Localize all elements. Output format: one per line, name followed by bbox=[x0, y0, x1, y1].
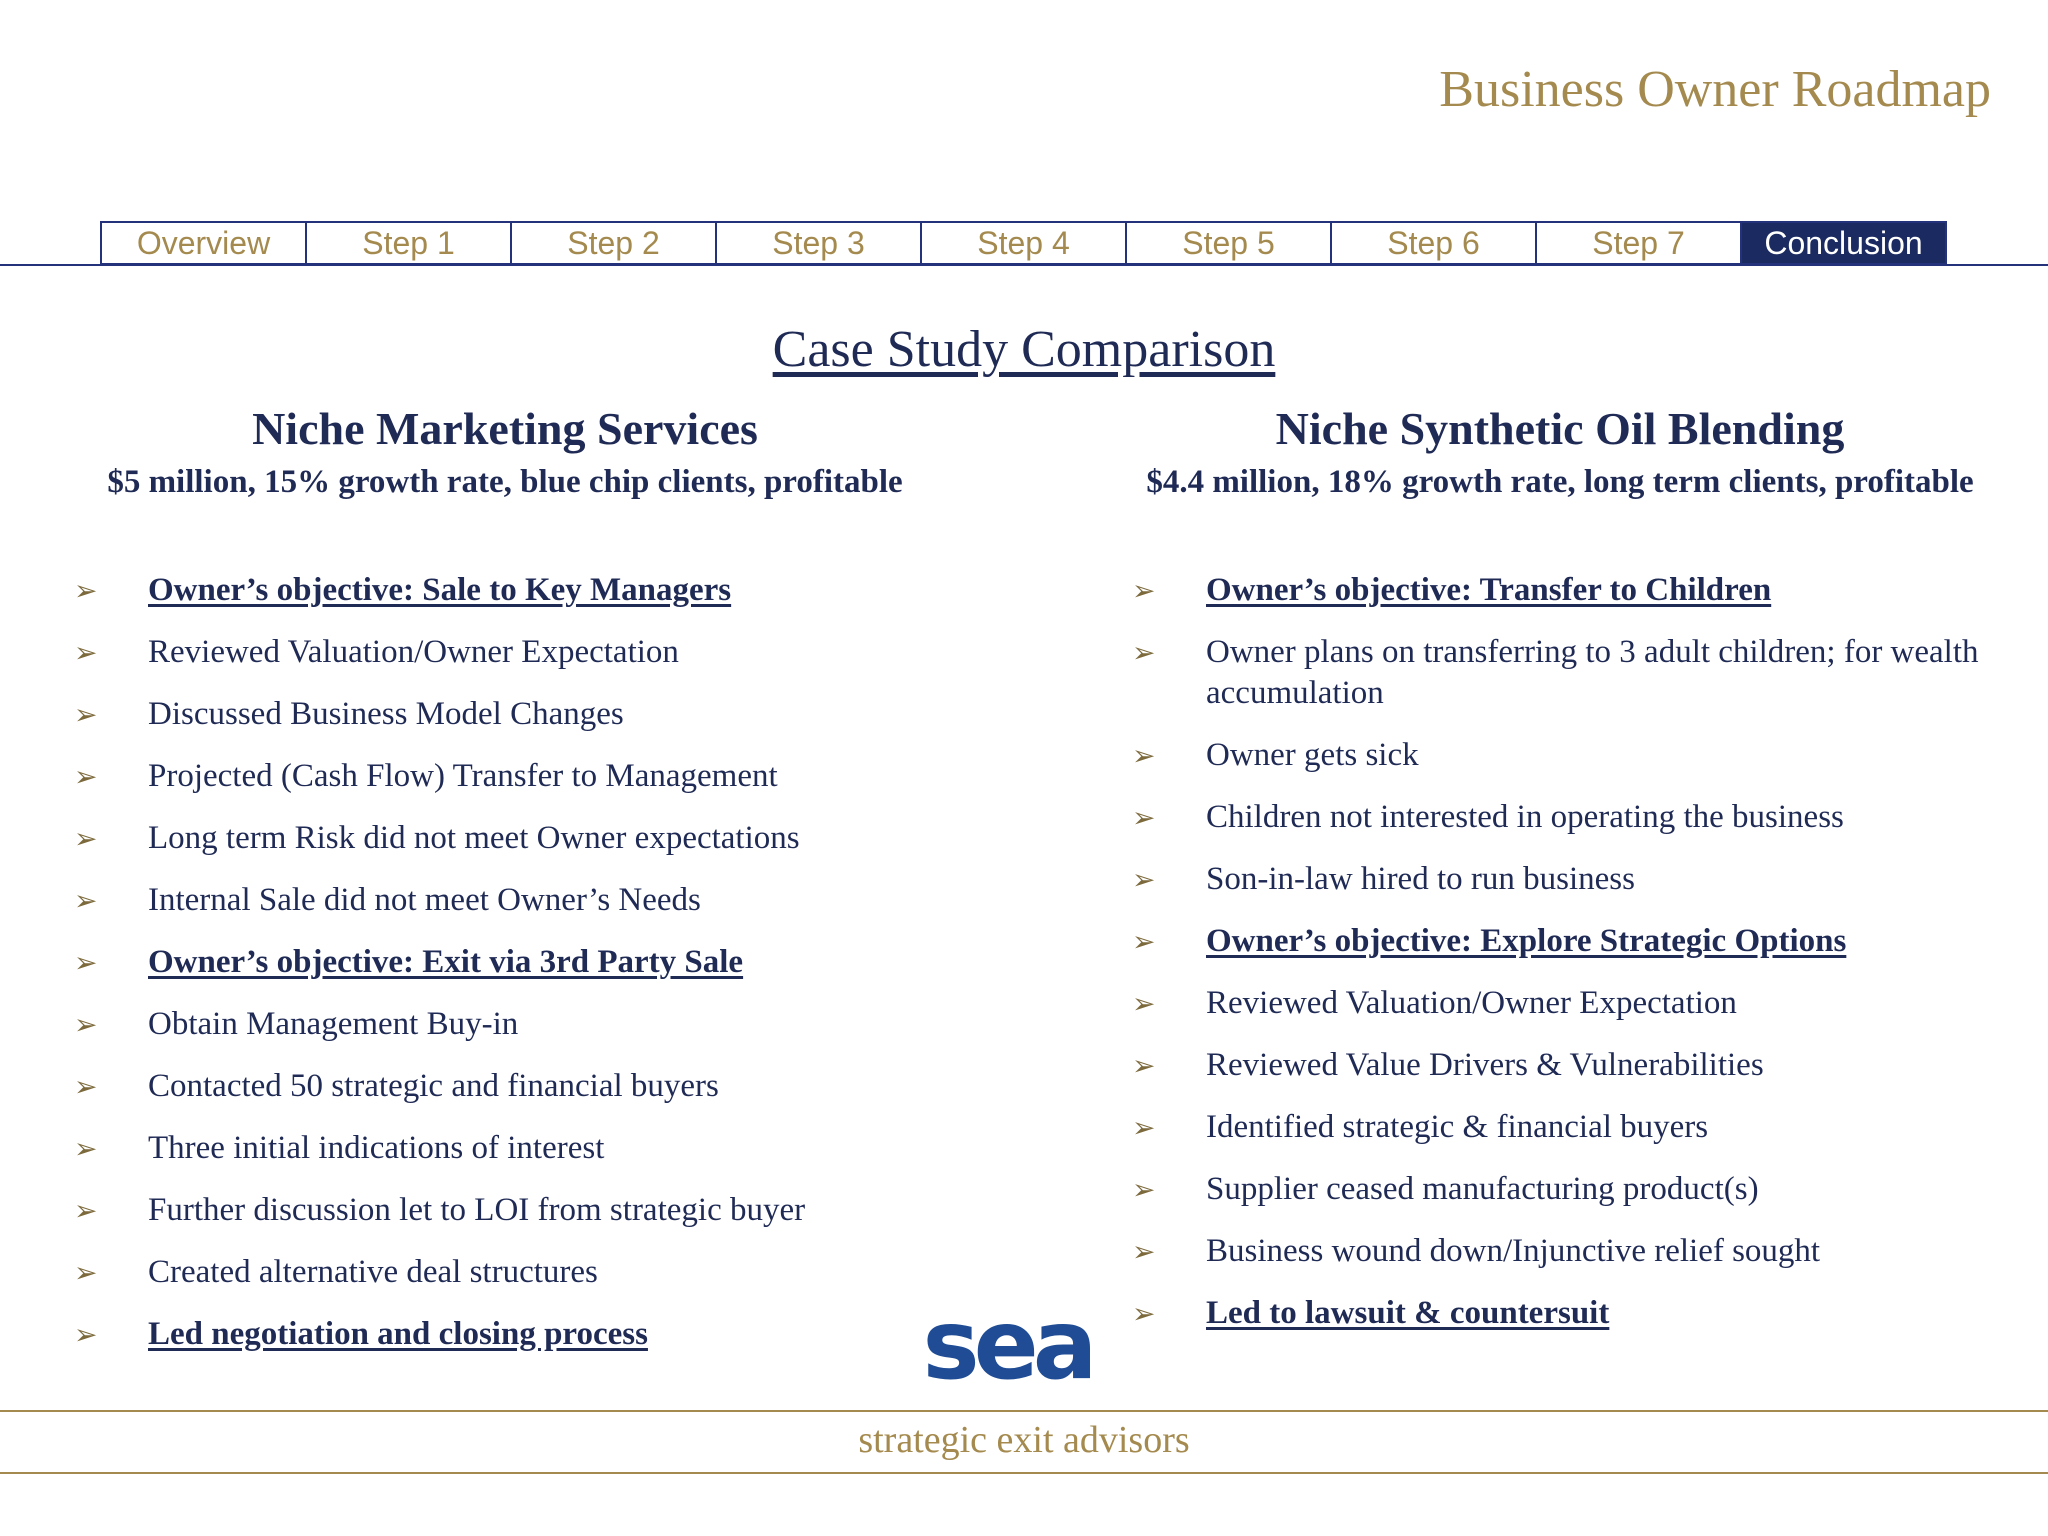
list-item bbox=[74, 1252, 1008, 1293]
arrow-bullet-icon: ➢ bbox=[74, 1008, 98, 1041]
list-item bbox=[1132, 1169, 2036, 1210]
list-item bbox=[74, 1128, 1008, 1169]
arrow-bullet-icon: ➢ bbox=[74, 636, 98, 669]
list-item bbox=[74, 1066, 1008, 1107]
list-item-text: Owner’s objective: Transfer to Children bbox=[1206, 572, 1772, 608]
list-item-text: Supplier ceased manufacturing product(s) bbox=[1206, 1171, 1759, 1207]
tab-step-2[interactable]: Step 2 bbox=[510, 221, 717, 265]
list-item-text: Obtain Management Buy-in bbox=[148, 1006, 519, 1042]
list-item-text: Led negotiation and closing process bbox=[148, 1316, 648, 1352]
arrow-bullet-icon: ➢ bbox=[74, 760, 98, 793]
tab-step-1[interactable]: Step 1 bbox=[305, 221, 512, 265]
footer-rule-top bbox=[0, 1410, 2048, 1412]
arrow-bullet-icon: ➢ bbox=[1132, 1235, 1156, 1268]
list-item-text: Owner’s objective: Exit via 3rd Party Sale bbox=[148, 944, 744, 980]
list-item-text: Led to lawsuit & countersuit bbox=[1206, 1295, 1610, 1331]
arrow-bullet-icon: ➢ bbox=[1132, 801, 1156, 834]
list-item bbox=[1132, 921, 2036, 962]
arrow-bullet-icon: ➢ bbox=[1132, 1111, 1156, 1144]
tab-step-3[interactable]: Step 3 bbox=[715, 221, 922, 265]
arrow-bullet-icon: ➢ bbox=[1132, 987, 1156, 1020]
list-item bbox=[1132, 983, 2036, 1024]
right-case-list bbox=[1132, 570, 2036, 1355]
list-item-text: Identified strategic & financial buyers bbox=[1206, 1109, 1709, 1145]
arrow-bullet-icon: ➢ bbox=[1132, 739, 1156, 772]
tab-step-6[interactable]: Step 6 bbox=[1330, 221, 1537, 265]
list-item-text: Reviewed Valuation/Owner Expectation bbox=[1206, 985, 1737, 1021]
list-item bbox=[1132, 1045, 2036, 1086]
arrow-bullet-icon: ➢ bbox=[74, 1256, 98, 1289]
arrow-bullet-icon: ➢ bbox=[1132, 863, 1156, 896]
list-item-text: Owner’s objective: Explore Strategic Options bbox=[1206, 923, 1847, 959]
list-item bbox=[1132, 1293, 2036, 1334]
list-item-text: Long term Risk did not meet Owner expectations bbox=[148, 820, 800, 856]
list-item-text: Owner plans on transferring to 3 adult children; for wealth accumulation bbox=[1206, 634, 1979, 711]
list-item bbox=[74, 942, 1008, 983]
arrow-bullet-icon: ➢ bbox=[1132, 1049, 1156, 1082]
list-item bbox=[1132, 632, 2036, 714]
list-item bbox=[74, 694, 1008, 735]
list-item-text: Business wound down/Injunctive relief sought bbox=[1206, 1233, 1821, 1269]
arrow-bullet-icon: ➢ bbox=[74, 698, 98, 731]
left-case-column bbox=[0, 400, 1010, 1352]
step-tabs bbox=[102, 221, 1947, 263]
right-case-column bbox=[1060, 400, 2040, 1331]
arrow-bullet-icon: ➢ bbox=[74, 884, 98, 917]
right-case-subtitle: $4.4 million, 18% growth rate, long term clients, profitable bbox=[1146, 464, 1974, 500]
list-item bbox=[74, 756, 1008, 797]
footer-rule-bottom bbox=[0, 1472, 2048, 1474]
list-item bbox=[74, 632, 1008, 673]
list-item-text: Son-in-law hired to run business bbox=[1206, 861, 1635, 897]
tab-step-4[interactable]: Step 4 bbox=[920, 221, 1127, 265]
list-item-text: Further discussion let to LOI from strategic buyer bbox=[148, 1192, 806, 1228]
list-item bbox=[74, 1314, 1008, 1355]
arrow-bullet-icon: ➢ bbox=[1132, 925, 1156, 958]
list-item bbox=[74, 1190, 1008, 1231]
arrow-bullet-icon: ➢ bbox=[1132, 636, 1156, 669]
arrow-bullet-icon: ➢ bbox=[1132, 1173, 1156, 1206]
footer-brand-text: strategic exit advisors bbox=[858, 1419, 1190, 1461]
list-item bbox=[74, 1004, 1008, 1045]
list-item-text: Owner gets sick bbox=[1206, 737, 1419, 773]
tab-step-7[interactable]: Step 7 bbox=[1535, 221, 1742, 265]
list-item bbox=[1132, 1231, 2036, 1272]
arrow-bullet-icon: ➢ bbox=[74, 822, 98, 855]
list-item bbox=[1132, 735, 2036, 776]
arrow-bullet-icon: ➢ bbox=[1132, 574, 1156, 607]
list-item-text: Created alternative deal structures bbox=[148, 1254, 598, 1290]
section-title: Case Study Comparison bbox=[772, 321, 1276, 378]
sea-logo-text: sea bbox=[922, 1300, 1092, 1400]
list-item bbox=[74, 818, 1008, 859]
list-item-text: Internal Sale did not meet Owner’s Needs bbox=[148, 882, 701, 918]
list-item-text: Three initial indications of interest bbox=[148, 1130, 605, 1166]
arrow-bullet-icon: ➢ bbox=[74, 1070, 98, 1103]
list-item-text: Children not interested in operating the business bbox=[1206, 799, 1844, 835]
list-item-text: Contacted 50 strategic and financial buyers bbox=[148, 1068, 719, 1104]
left-case-title: Niche Marketing Services bbox=[252, 403, 758, 454]
arrow-bullet-icon: ➢ bbox=[74, 1132, 98, 1165]
arrow-bullet-icon: ➢ bbox=[74, 1318, 98, 1351]
tab-step-5[interactable]: Step 5 bbox=[1125, 221, 1332, 265]
arrow-bullet-icon: ➢ bbox=[74, 946, 98, 979]
list-item-text: Owner’s objective: Sale to Key Managers bbox=[148, 572, 732, 608]
list-item bbox=[74, 570, 1008, 611]
list-item bbox=[1132, 859, 2036, 900]
list-item bbox=[1132, 1107, 2036, 1148]
arrow-bullet-icon: ➢ bbox=[74, 574, 98, 607]
list-item bbox=[1132, 797, 2036, 838]
list-item bbox=[1132, 570, 2036, 611]
left-case-list bbox=[74, 570, 1008, 1376]
list-item bbox=[74, 880, 1008, 921]
right-case-title: Niche Synthetic Oil Blending bbox=[1275, 403, 1845, 454]
list-item-text: Reviewed Valuation/Owner Expectation bbox=[148, 634, 679, 670]
list-item-text: Reviewed Value Drivers & Vulnerabilities bbox=[1206, 1047, 1764, 1083]
arrow-bullet-icon: ➢ bbox=[1132, 1297, 1156, 1330]
arrow-bullet-icon: ➢ bbox=[74, 1194, 98, 1227]
page-header-title: Business Owner Roadmap bbox=[1439, 61, 1991, 118]
left-case-subtitle: $5 million, 15% growth rate, blue chip clients, profitable bbox=[107, 464, 903, 500]
tab-overview[interactable]: Overview bbox=[100, 221, 307, 265]
tab-divider bbox=[0, 264, 2048, 266]
list-item-text: Projected (Cash Flow) Transfer to Management bbox=[148, 758, 778, 794]
list-item-text: Discussed Business Model Changes bbox=[148, 696, 624, 732]
tab-conclusion[interactable]: Conclusion bbox=[1740, 221, 1947, 265]
sea-logo bbox=[912, 1300, 1102, 1400]
